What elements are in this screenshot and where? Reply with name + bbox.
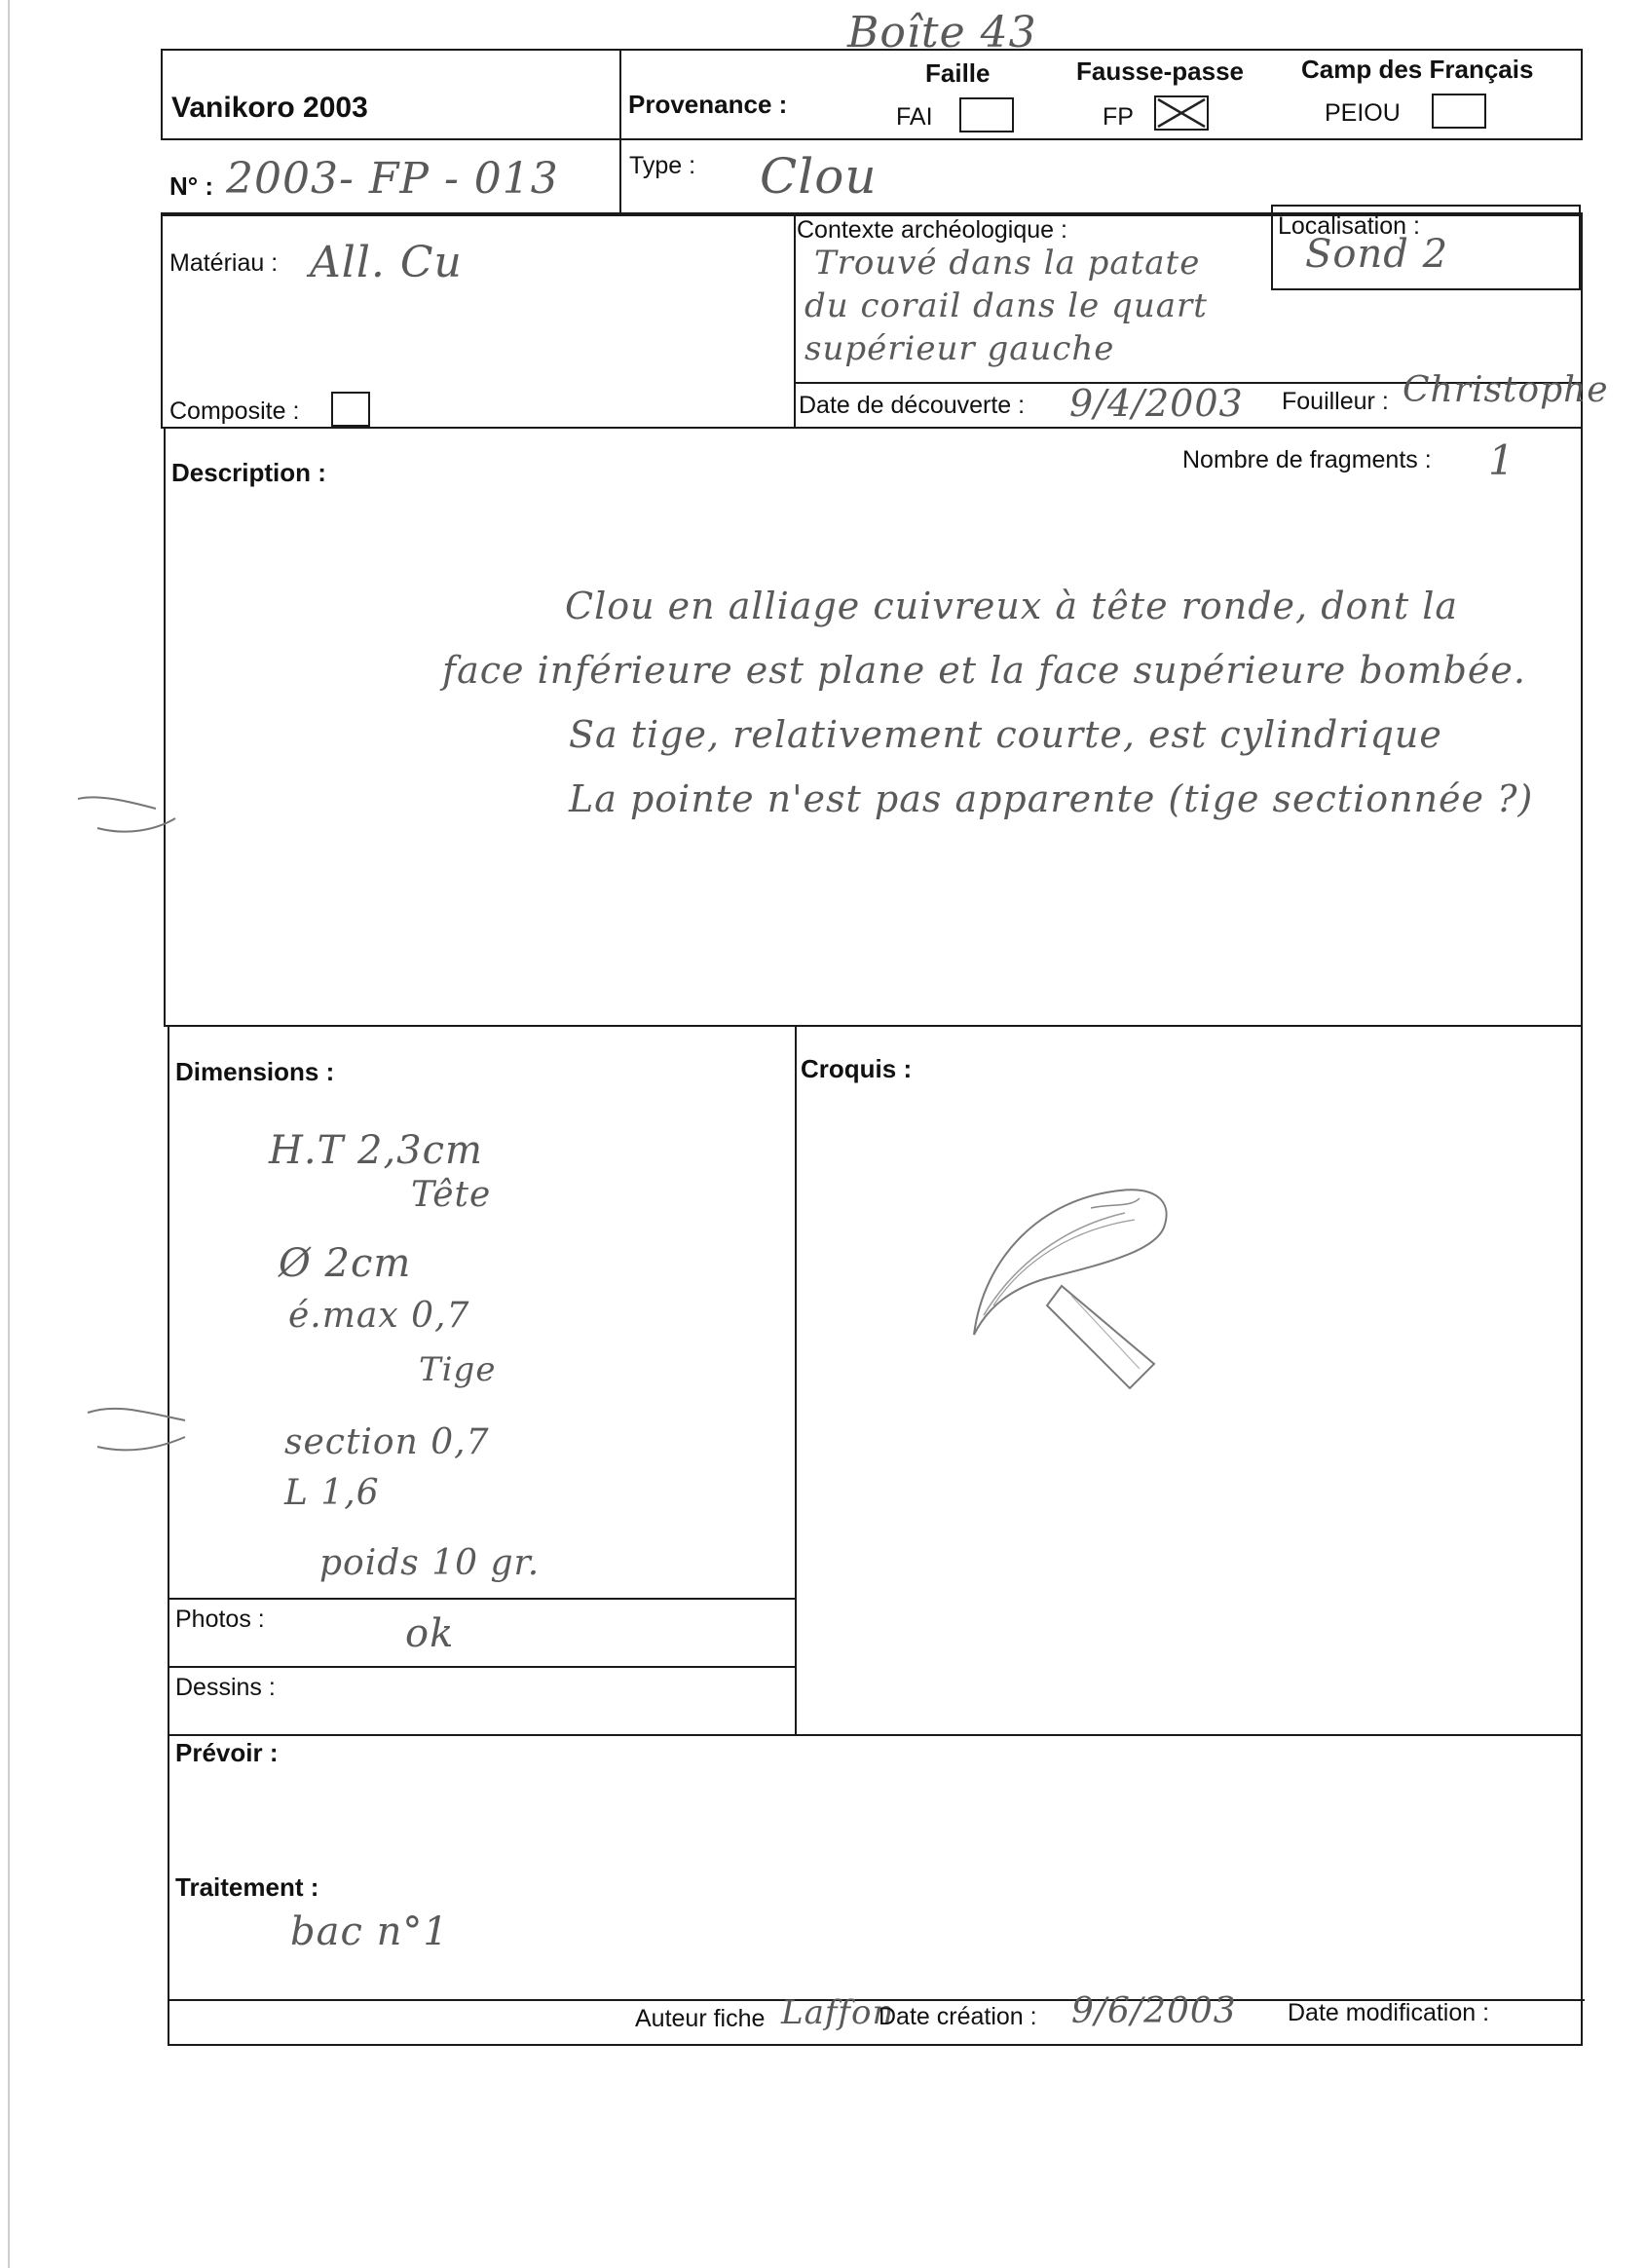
dimension-line: é.max 0,7 [288,1296,470,1336]
date-decouverte-label: Date de découverte : [799,392,1026,419]
dimension-line: Tête [411,1175,492,1215]
date-creation-value: 9/6/2003 [1071,1991,1237,2031]
dimension-line: L 1,6 [284,1473,380,1513]
contexte-label: Contexte archéologique : [797,216,1067,244]
materiau-label: Matériau : [169,249,279,277]
date-decouverte-value: 9/4/2003 [1069,382,1244,425]
description-line: Sa tige, relativement courte, est cylindrique [569,713,1442,756]
traitement-label: Traitement : [175,1872,319,1902]
peiou-checkbox[interactable] [1432,94,1486,129]
contexte-line: du corail dans le quart [804,286,1208,325]
nail-sketch [954,1169,1208,1393]
margin-mark [39,1393,195,1471]
localisation-value: Sond 2 [1305,232,1449,277]
dessins-label: Dessins : [175,1674,276,1701]
date-modification-label: Date modification : [1288,1999,1490,2026]
description-label: Description : [171,458,326,487]
composite-label: Composite : [169,397,300,425]
site-name: Vanikoro 2003 [171,92,368,124]
fausse-passe-title: Fausse-passe [1076,57,1244,86]
composite-checkbox[interactable] [331,392,370,427]
dimensions-label: Dimensions : [175,1057,335,1086]
description-line: La pointe n'est pas apparente (tige sectionnée ?) [569,777,1534,820]
dimension-line: H.T 2,3cm [269,1128,483,1173]
fp-code: FP [1103,103,1134,131]
date-creation-label: Date création : [879,2003,1037,2030]
prevoir-label: Prévoir : [175,1738,279,1767]
dimension-line: poids 10 gr. [319,1543,541,1583]
dimension-line: section 0,7 [284,1422,490,1462]
check-x-mark-icon [1156,97,1207,129]
traitement-value: bac n°1 [290,1909,449,1954]
fragments-value: 1 [1488,436,1515,484]
fouilleur-value: Christophe [1403,370,1609,410]
margin-mark [58,789,185,848]
type-label: Type : [629,152,696,179]
camp-francais-title: Camp des Français [1301,55,1534,84]
photos-value: ok [405,1611,455,1656]
number-value: 2003- FP - 013 [226,154,559,204]
contexte-line: Trouvé dans la patate [814,244,1201,283]
provenance-label: Provenance : [628,90,788,119]
fai-code: FAI [896,103,933,131]
number-label: N° : [169,171,214,201]
faille-title: Faille [925,58,991,88]
materiau-value: All. Cu [310,238,463,287]
croquis-label: Croquis : [801,1054,913,1083]
localisation-label: Localisation : [1278,212,1420,240]
box-label: Boîte 43 [847,8,1037,57]
fouilleur-label: Fouilleur : [1282,388,1389,415]
description-line: Clou en alliage cuivreux à tête ronde, dont la [565,585,1459,627]
photos-label: Photos : [175,1606,265,1633]
contexte-line: supérieur gauche [804,329,1115,368]
page-margin-edge [8,0,10,2268]
auteur-fiche-label: Auteur fiche [635,2005,766,2032]
fai-checkbox[interactable] [959,97,1014,132]
description-line: face inférieure est plane et la face supérieure bombée. [442,649,1526,692]
fragments-label: Nombre de fragments : [1182,446,1432,473]
dimension-line: Ø 2cm [279,1241,412,1286]
peiou-code: PEIOU [1325,99,1401,127]
type-value: Clou [760,148,878,205]
fp-checkbox-checked[interactable] [1154,95,1209,131]
dimension-line: Tige [419,1350,497,1389]
auteur-fiche-value: Laffon [781,1993,895,2032]
